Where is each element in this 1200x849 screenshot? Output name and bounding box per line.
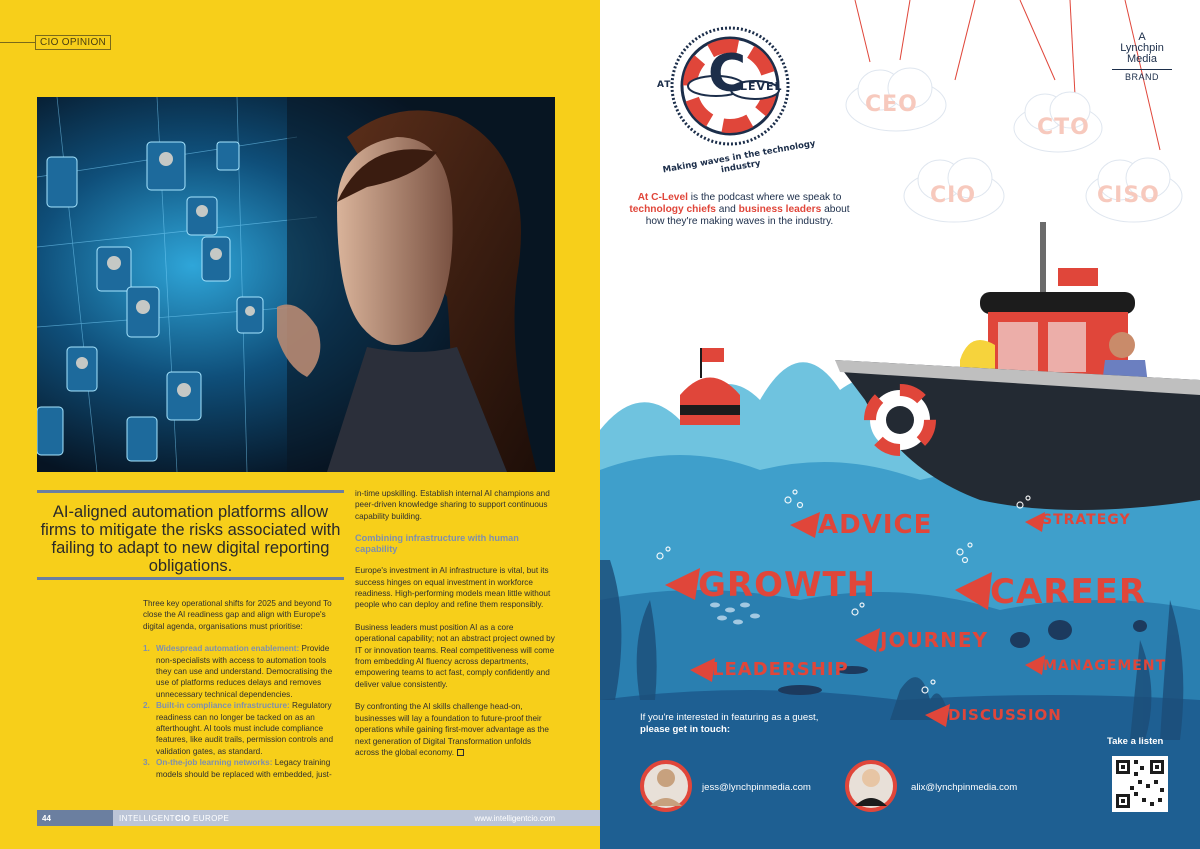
logo-level: LEVEL [740,80,783,93]
publication-name: INTELLIGENTCIO EUROPE [119,813,230,823]
email-link-alix[interactable]: alix@lynchpinmedia.com [911,782,1018,793]
lynchpin-media-brand: A Lynchpin Media BRAND [1112,32,1172,82]
list-item: 3. On-the-job learning networks: Legacy training models should be replaced with embedded, just- [143,758,332,779]
list-item: 2. Built-in compliance infrastructure: Regulatory readiness can no longer be tacked on as an afterthought. AI tools must include compliance features, like audit trails, permission controls and validation gates, as standard. [143,701,334,756]
cloud-cio: CIO [930,183,977,208]
right-page-advert [600,0,1200,849]
cloud-cto: CTO [1037,115,1090,140]
qr-code [1112,756,1168,812]
guest-invite: If you're interested in featuring as a guest, please get in touch: [640,712,819,735]
fish-word-management: MANAGEMENT [1043,658,1167,674]
fish-word-growth: GROWTH [698,565,877,605]
hero-image [37,97,555,472]
shifts-list [143,643,339,780]
list-item: 1. Widespread automation enablement: Provide non-specialists with access to automation tools they can use and understand. Democratising the use of platforms reduces delays and removes unnecessary technical dependencies. [143,644,333,699]
fish-word-strategy: STRATEGY [1042,512,1131,528]
fish-word-advice: ADVICE [818,510,933,540]
take-a-listen-label: Take a listen [1107,736,1164,747]
fish-word-journey: JOURNEY [880,628,988,652]
paragraph: Europe's investment in AI infrastructure is vital, but its success hinges on equal investment in workforce readiness. High-performing models mean little without people who can deploy and refine them responsibly. [355,566,551,610]
body-column-b [355,488,555,769]
cloud-ciso: CISO [1097,183,1160,208]
logo-tagline: Making waves in the technology industry [662,138,817,176]
fish-word-career: CAREER [990,572,1147,612]
section-rule [0,42,35,43]
end-mark-icon [457,749,464,756]
pull-quote: AI-aligned automation platforms allow firms to mitigate the risks associated with failing to adapt to new digital reporting obligations. [37,490,344,580]
cloud-ceo: CEO [865,92,918,117]
buoy [680,348,740,425]
podcast-intro: At C-Level is the podcast where we speak to technology chiefs and business leaders about how they're making waves in the industry. [629,192,850,227]
page-footer [37,810,600,826]
section-tag [0,34,111,50]
page-number: 44 [37,810,113,826]
fish-word-leadership: LEADERSHIP [712,659,849,680]
fish-word-discussion: DISCUSSION [948,706,1062,724]
body-column-a [143,598,339,780]
hero-illustration [37,97,555,472]
intro-paragraph: Three key operational shifts for 2025 and beyond To close the AI readiness gap and align with Europe's digital agenda, organisations must prioritise: [143,599,332,631]
email-link-jess[interactable]: jess@lynchpinmedia.com [702,782,811,793]
logo-c: C [708,44,747,104]
subheading: Combining infrastructure with human capability [355,533,519,554]
paragraph: Business leaders must position AI as a core operational capability; not an abstract project owned by IT or innovation teams. Real competitiveness will come from embedding AI fluency across departments, empowering teams to act fast, comply confidently and deliver value consistently. [355,622,555,689]
logo-at: AT [657,80,672,90]
footer-url[interactable]: www.intelligentcio.com [474,813,555,823]
paragraph: By confronting the AI skills challenge head-on, businesses will lay a foundation to future-proof their operations while gaining first-mover advantage as the next generation of Digital Transformation unfolds across the global economy. [355,702,549,757]
continued-paragraph: in-time upskilling. Establish internal AI champions and peer-driven knowledge sharing to support continuous capability building. [355,489,550,521]
section-tag-label: CIO OPINION [35,35,111,50]
